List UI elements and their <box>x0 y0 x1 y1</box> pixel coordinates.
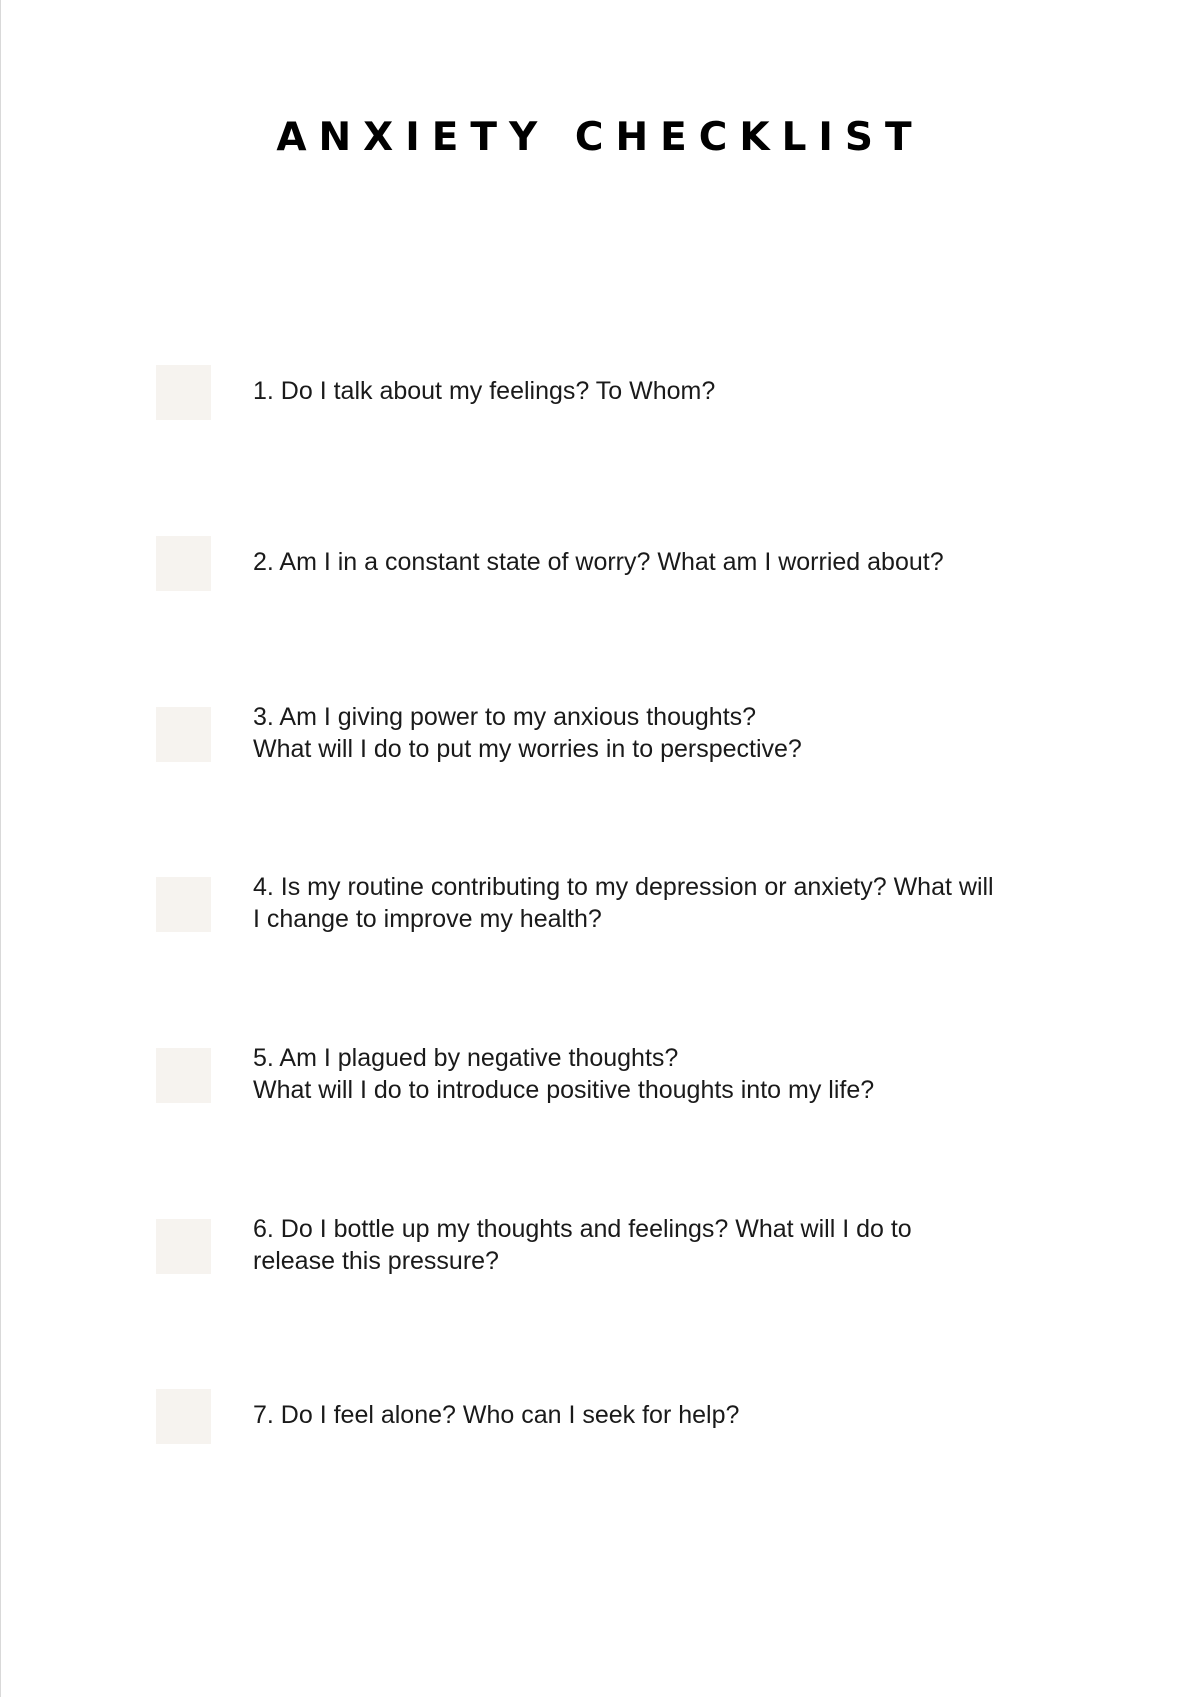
checklist-item-text: 2. Am I in a constant state of worry? What am I worried about? <box>253 548 944 576</box>
checklist-item-text: 7. Do I feel alone? Who can I seek for help? <box>253 1401 740 1429</box>
checklist-item-text: 4. Is my routine contributing to my depression or anxiety? What will I change to improve my health? <box>253 873 994 933</box>
checkbox[interactable] <box>156 707 211 762</box>
page-title: ANXIETY CHECKLIST <box>276 115 924 160</box>
checklist-item-text: 6. Do I bottle up my thoughts and feelings? What will I do to release this pressure? <box>253 1215 912 1275</box>
checkbox[interactable] <box>156 536 211 591</box>
checkbox[interactable] <box>156 1219 211 1274</box>
checkbox[interactable] <box>156 1389 211 1444</box>
checkbox[interactable] <box>156 1048 211 1103</box>
checklist-item-text: 5. Am I plagued by negative thoughts? What will I do to introduce positive thoughts into my life? <box>253 1044 875 1104</box>
checkbox[interactable] <box>156 365 211 420</box>
checkbox[interactable] <box>156 877 211 932</box>
checklist-item-text: 3. Am I giving power to my anxious thoughts? What will I do to put my worries in to perspective? <box>253 703 802 763</box>
checklist-item-text: 1. Do I talk about my feelings? To Whom? <box>253 377 716 405</box>
